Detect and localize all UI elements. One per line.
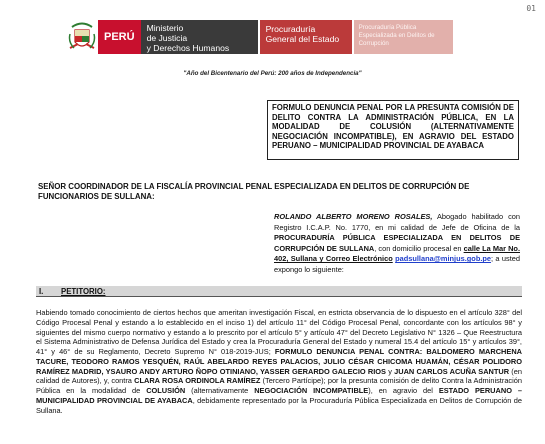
intro-text-1: Abogado habilitado con Registro I.C.A.P. No. 1770, en mi calidad de Jefe de Oficina de la (274, 212, 520, 232)
procuraduria-label (260, 20, 352, 54)
coat-of-arms-icon (68, 20, 96, 54)
accused-last: JUAN CARLOS ACUÑA SANTUR (394, 366, 510, 376)
section-title: PETITORIO: (61, 287, 106, 296)
intro-text-3: ; a usted expongo lo siguiente: (274, 254, 520, 274)
petitorio-text-3: (en calidad de Autores), y, contra (36, 366, 522, 386)
specialized-line-1: Procuraduría Pública (358, 24, 417, 31)
crime-collusion: COLUSIÓN (146, 386, 186, 395)
petitorio-paragraph (36, 308, 522, 415)
petitorio-text-6: ), en agravio del (368, 386, 439, 395)
specialized-office-label (354, 20, 453, 54)
year-motto: "Año del Bicentenario del Perú: 200 años de Independencia" (183, 70, 362, 77)
document-title-box: FORMULO DENUNCIA PENAL POR LA PRESUNTA COMISIÓN DE DELITO CONTRA LA ADMINISTRACIÓN PÚBLICA, EN LA MODALIDAD DE COLUSIÓN (ALTERNATIVAMENTE NEGOCIACIÓN INCOMPATIBLE), EN AGRAVIO DEL ESTADO PERUANO – MUNICIPALIDAD PROVINCIAL DE AYABACA (267, 100, 519, 160)
petitorio-text-5: (alternativamente (185, 386, 255, 395)
third-party: CLARA ROSA ORDINOLA RAMÍREZ (134, 376, 261, 386)
page-number: 01 (526, 4, 536, 13)
ministry-line-2: de Justicia (146, 33, 188, 43)
ministry-line-3: y Derechos Humanos (146, 43, 230, 53)
intro-paragraph (274, 212, 520, 276)
email-link[interactable]: padsullana@minjus.gob.pe (395, 254, 492, 264)
institutional-header (68, 20, 453, 54)
specialized-line-3: Corrupción (358, 40, 389, 47)
specialized-line-2: Especializada en Delitos de (358, 32, 435, 39)
petitorio-text-2: y (385, 366, 395, 376)
procuraduria-line-2: General del Estado (265, 34, 340, 44)
peru-logo: PERÚ (98, 20, 141, 54)
petitorio-text-4: (Tercero Partícipe); por la presunta comisión de delito Contra la Administración Pública en la modalidad de (36, 376, 522, 395)
aggrieved-party: ESTADO PERUANO – MUNICIPALIDAD PROVINCIAL DE AYABACA (36, 386, 522, 405)
addressee: SEÑOR COORDINADOR DE LA FISCALÍA PROVINCIAL PENAL ESPECIALIZADA EN DELITOS DE CORRUPCIÓN DE FUNCIONARIOS DE SULLANA: (38, 182, 470, 201)
petitorio-text-7: , debidamente representado por la Procuraduría Pública Especializada en Delitos de Corrupción de Sullana. (36, 395, 522, 415)
attorney-name: ROLANDO ALBERTO MORENO ROSALES, (274, 212, 433, 221)
ministry-line-1: Ministerio (146, 23, 184, 33)
accused-list: FORMULO DENUNCIA PENAL CONTRA: BALDOMERO MARCHENA TACURE, TEODORO RAMOS YESQUÉN, RAÚL ABELARDO REYES PALACIOS, JULIO CÉSAR CHICOMA HUAMÁN, CÉSAR POLIDORO RAMÍREZ MADRID, YSAURO ANDY ARTURO ÑOPO OTINIANO, YASSER GERARDO GALECIO RIOS (36, 347, 522, 376)
procuraduria-line-1: Procuraduría (265, 24, 316, 34)
ministry-label (141, 20, 258, 54)
crime-alternative: NEGOCIACIÓN INCOMPATIBLE (254, 386, 369, 395)
section-header-petitorio (36, 286, 522, 297)
petitorio-text-1: Habiendo tomado conocimiento de ciertos hechos que ameritan investigación Fiscal, en estricta observancia de lo dispuesto en el artículo 328° del Código Procesal Penal y estando a lo establecido en el inciso 1) del artículo 11° del Código Procesal Penal, concordante con los artículos 98° y siguientes del mismo cuerpo normativo y estando a lo prescrito por el artículo 5° y artículo 47° del Decreto Legislativo N° 1326 – Que Reestructura el Sistema Administrativo de Defensa Jurídica del Estado y crea la Procuraduría General del Estado y numeral 15.4 del artículo 15° y artículos 39°, 41° y 46° de su Reglamento, Decreto Supremo N° 018-2019-JUS; (36, 308, 522, 356)
intro-text-2: , con domicilio procesal en (374, 243, 464, 253)
section-number: I. (39, 287, 44, 296)
procedural-address: calle La Mar No. 402, Sullana y Correo Electrónico (274, 243, 520, 264)
office-name: PROCURADURÍA PÚBLICA ESPECIALIZADA EN DELITOS DE CORRUPCIÓN DE SULLANA (274, 233, 520, 253)
